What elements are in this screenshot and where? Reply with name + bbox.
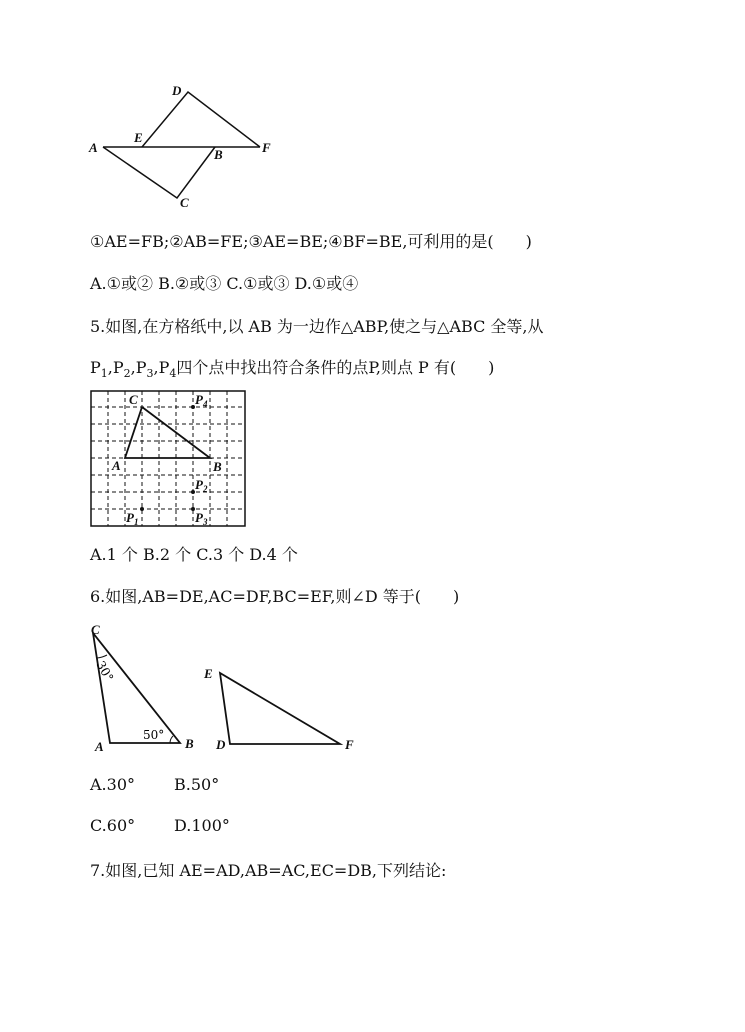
q6-option-a: A.30° [90,775,135,794]
triangle-abc-left [93,633,180,743]
point-p1 [140,507,144,511]
label-f: F [345,737,354,752]
q5-stem-line1: 5.如图,在方格纸中,以 AB 为一边作△ABP,使之与△ABC 全等,从 [90,317,544,336]
label-e: E [134,130,143,145]
grid-label-p1: $P_1$ [126,510,139,527]
q5-stem-line2: $P_1,P_2,P_3,P_4$四个点中找出符合条件的点P,则点 P 有( ) [90,358,495,381]
label-c: C [180,195,189,210]
triangle-abc [125,407,210,458]
grid-label-p2: $P_2$ [195,477,208,494]
figure-two-triangles [85,620,375,760]
label-a: A [89,140,98,155]
angle-c-label: 30° [93,658,117,684]
triangle-abc-sides [103,147,215,198]
figure-grid [90,390,250,530]
angle-b-label: 50° [143,728,165,742]
grid-label-p3: $P_3$ [195,510,208,527]
label-c: C [91,622,100,637]
triangle-def [220,673,340,744]
figure-triangles-adf [85,80,285,215]
label-e: E [204,666,213,681]
q6-option-d: D.100° [174,816,230,835]
q7-stem: 7.如图,已知 AE=AD,AB=AC,EC=DB,下列结论: [90,861,447,880]
label-d: D [216,737,226,752]
q6-option-b: B.50° [174,775,220,794]
label-d: D [172,83,182,98]
q5-options: A.1 个 B.2 个 C.3 个 D.4 个 [90,545,298,564]
label-a: A [95,739,104,754]
q6-option-c: C.60° [90,816,136,835]
grid-label-a: A [112,458,121,473]
angle-b-arc [170,736,173,743]
grid-label-p4: $P_4$ [195,392,208,409]
label-b: B [185,736,194,751]
q4-options: A.①或② B.②或③ C.①或③ D.①或④ [90,274,359,293]
label-b: B [214,147,223,162]
q6-stem: 6.如图,AB=DE,AC=DF,BC=EF,则∠D 等于( ) [90,587,460,606]
grid-label-c: C [129,392,138,407]
label-f: F [262,140,271,155]
grid-label-b: B [213,459,222,474]
triangle-edf-sides [142,92,260,147]
q4-conditions: ①AE=FB;②AB=FE;③AE=BE;④BF=BE,可利用的是( ) [90,232,532,251]
